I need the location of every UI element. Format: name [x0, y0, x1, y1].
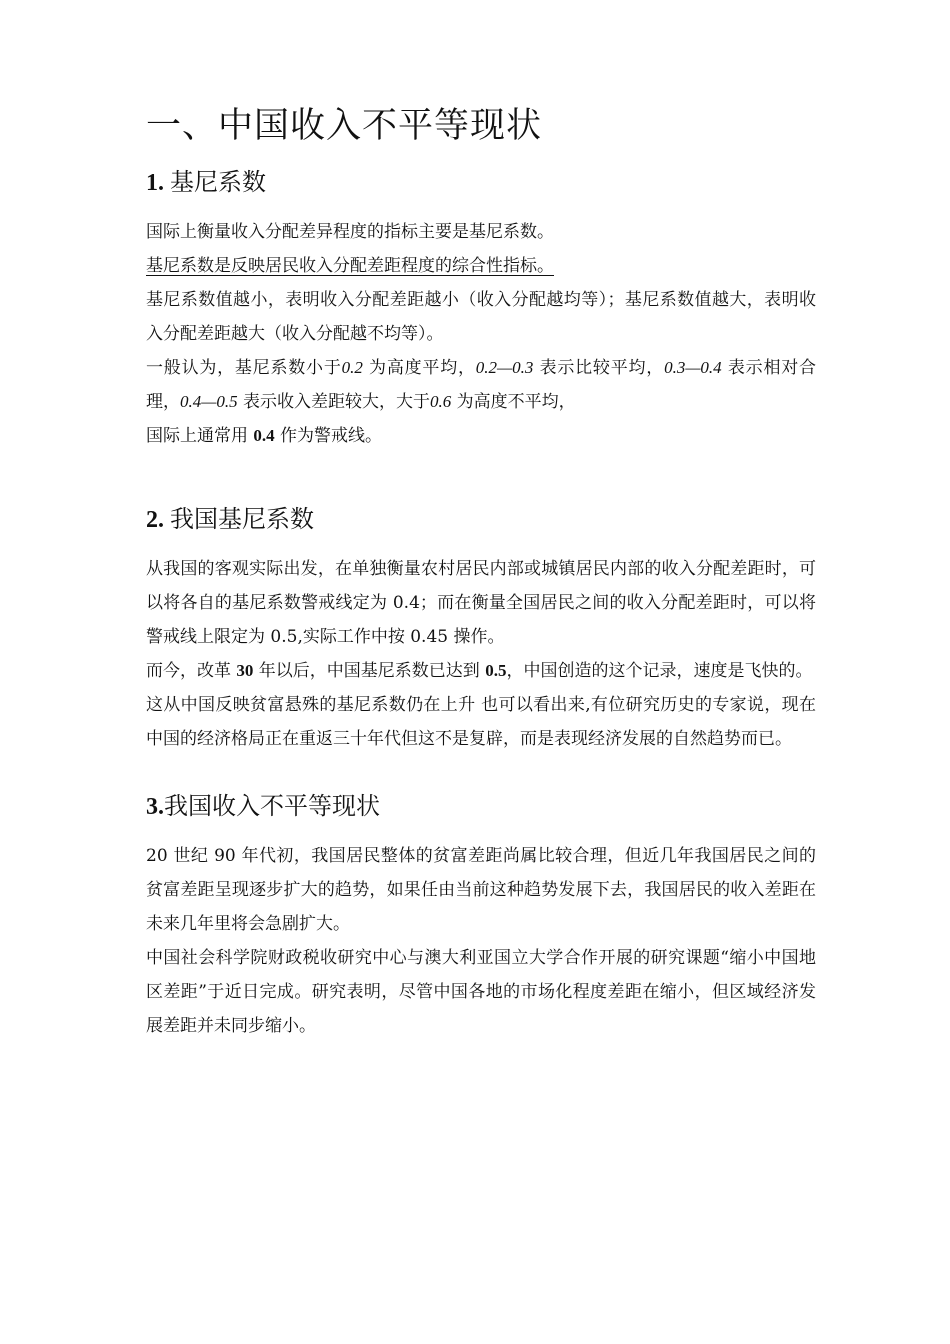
text-run: 年以后，中国基尼系数已达到 — [253, 661, 486, 681]
section-1-paragraph-1: 国际上衡量收入分配差异程度的指标主要是基尼系数。 — [146, 222, 554, 242]
section-3-paragraph-1: 20 世纪 90 年代初，我国居民整体的贫富差距尚属比较合理，但近几年我国居民之间的贫富差距呈现逐步扩大的趋势，如果任由当前这种趋势发展下去，我国居民的收入差距在未来几年里将会急剧扩大。 — [146, 846, 816, 934]
section-3-paragraph-2: 中国社会科学院财政税收研究中心与澳大利亚国立大学合作开展的研究课题“缩小中国地区差距”于近日完成。研究表明，尽管中国各地的市场化程度差距在缩小，但区域经济发展差距并未同步缩小。 — [146, 948, 816, 1036]
gini-range-3: 0.4—0.5 — [180, 392, 238, 411]
text-run: ，中国创造的这个记录，速度是飞快的。 — [506, 661, 813, 681]
section-1-paragraph-4 — [146, 351, 816, 419]
text-run: 表示收入差距较大，大于 — [237, 392, 431, 412]
text-run: 表示比较平均， — [533, 358, 665, 378]
text-run: 一般认为，基尼系数小于 — [146, 358, 342, 378]
gini-value-1: 0.2 — [341, 358, 363, 377]
section-1-heading — [146, 164, 816, 201]
spacer — [146, 756, 816, 788]
section-3-heading-text: 我国收入不平等现状 — [164, 792, 380, 820]
section-2-heading-text: 我国基尼系数 — [170, 505, 314, 533]
text-run: 为高度平均， — [362, 358, 476, 378]
text-run: 作为警戒线。 — [274, 426, 383, 446]
section-2-paragraph-2 — [146, 654, 816, 688]
section-2-paragraph-3: 这从中国反映贫富悬殊的基尼系数仍在上升 也可以看出来,有位研究历史的专家说，现在中国的经济格局正在重返三十年代但这不是复辟，而是表现经济发展的自然趋势而已。 — [146, 695, 816, 749]
section-1-paragraph-2 — [146, 249, 816, 283]
document-title: 一、中国收入不平等现状 — [146, 106, 543, 146]
text-run: 而今，改革 — [146, 661, 237, 681]
document-page — [146, 100, 816, 1043]
underlined-definition: 基尼系数是反映居民收入分配差距程度的综合性指标。 — [146, 256, 554, 276]
section-3-heading — [146, 788, 816, 825]
section-2-number: 2. — [146, 507, 164, 533]
section-1-number: 1. — [146, 170, 164, 196]
spacer — [146, 453, 816, 501]
section-3-number: 3. — [146, 794, 164, 820]
gini-current-value: 0.5 — [485, 661, 507, 680]
section-1-heading-text: 基尼系数 — [170, 168, 266, 196]
text-run: 国际上通常用 — [146, 426, 254, 446]
gini-range-1: 0.2—0.3 — [475, 358, 534, 377]
gini-range-2: 0.3—0.4 — [664, 358, 722, 377]
gini-value-2: 0.6 — [430, 392, 452, 411]
section-1-paragraph-3: 基尼系数值越小，表明收入分配差距越小（收入分配越均等）；基尼系数值越大，表明收入分配差距越大（收入分配越不均等）。 — [146, 290, 816, 344]
section-2-paragraph-1: 从我国的客观实际出发，在单独衡量农村居民内部或城镇居民内部的收入分配差距时，可以将各自的基尼系数警戒线定为 0.4；而在衡量全国居民之间的收入分配差距时，可以将警戒线上限定为 0.5,实际工作中按 0.45 操作。 — [146, 559, 816, 647]
section-1-paragraph-5 — [146, 419, 816, 453]
warning-line-value: 0.4 — [253, 426, 275, 445]
section-2-heading — [146, 501, 816, 538]
years-value: 30 — [236, 661, 254, 680]
text-run: 表示相对合理， — [146, 358, 817, 412]
text-run: 为高度不平均， — [451, 392, 576, 412]
